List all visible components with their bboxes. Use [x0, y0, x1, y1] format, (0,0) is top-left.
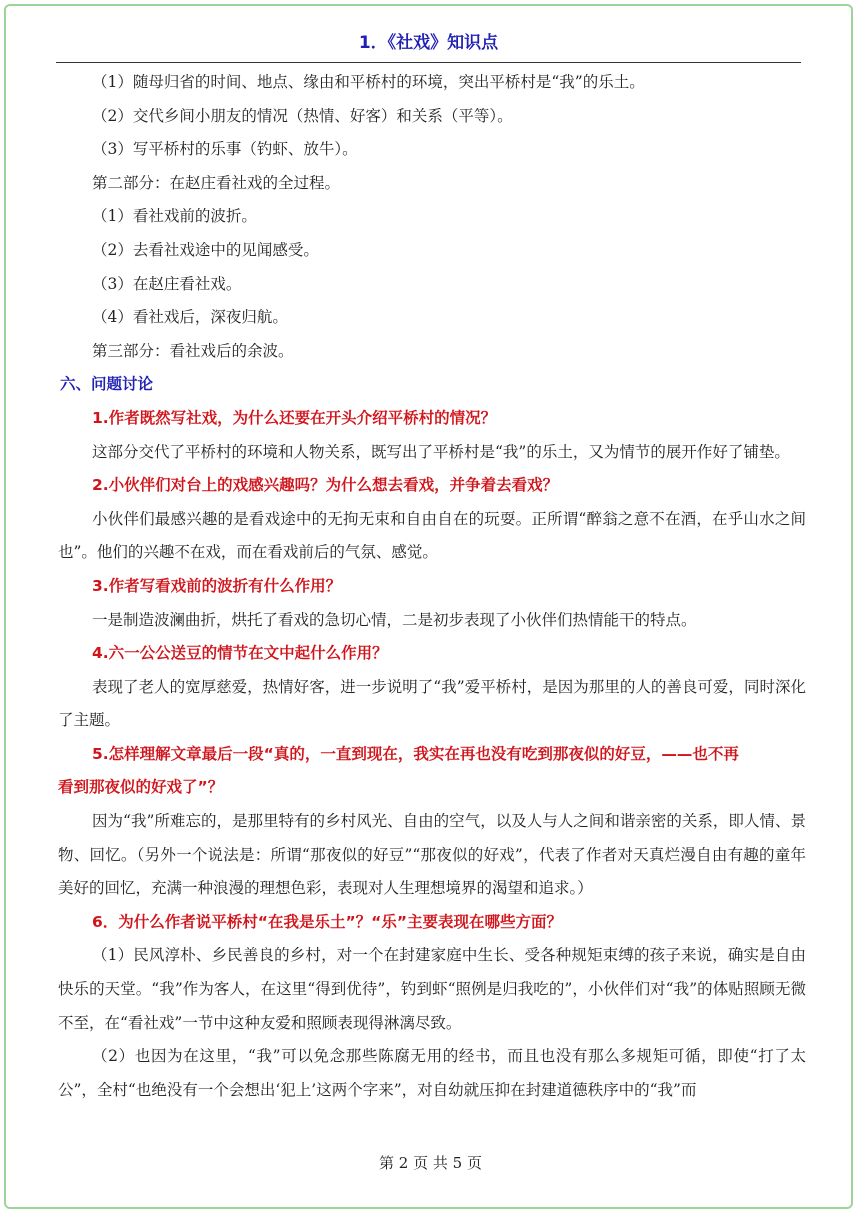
outline-item: （1）随母归省的时间、地点、缘由和平桥村的环境，突出平桥村是“我”的乐土。 [92, 73, 645, 91]
answer-4: 表现了老人的宽厚慈爱，热情好客，进一步说明了“我”爱平桥村，是因为那里的人的善良可爱，同时深化了主题。 [58, 677, 806, 730]
page-title: 1．《社戏》知识点 [358, 33, 499, 53]
section-heading: 六、问题讨论 [60, 375, 154, 394]
outline-item: （3）在赵庄看社戏。 [92, 274, 242, 293]
answer-1: 这部分交代了平桥村的环境和人物关系，既写出了平桥村是“我”的乐土，又为情节的展开作好了铺垫。 [92, 442, 790, 461]
answer-6-part-1: （1）民风淳朴、乡民善良的乡村，对一个在封建家庭中生长、受各种规矩束缚的孩子来说，确实是自由快乐的天堂。“我”作为客人，在这里“得到优待”，钓到虾“照例是归我吃的”，小伙伴们对“我”的体贴照顾无微不至，在“看社戏”一节中这种友爱和照顾表现得淋漓尽致。 [58, 946, 806, 1032]
question-3: 3.作者写看戏前的波折有什么作用？ [92, 576, 342, 595]
page-footer: 第 2 页 共 5 页 [379, 1154, 482, 1172]
page-header [56, 28, 801, 63]
outline-item: （2）交代乡间小朋友的情况（热情、好客）和关系（平等）。 [92, 106, 513, 125]
question-6: 6．为什么作者说平桥村“在我是乐土”？“乐”主要表现在哪些方面？ [92, 912, 563, 931]
outline-item: （3）写平桥村的乐事（钓虾、放牛）。 [92, 140, 358, 159]
question-5-line-1: 5.怎样理解文章最后一段“真的，一直到现在，我实在再也没有吃到那夜似的好豆，——也不再 [92, 744, 739, 763]
outline-part: 第三部分：看社戏后的余波。 [92, 341, 294, 360]
question-5-line-2: 看到那夜似的好戏了”？ [58, 778, 224, 797]
question-2: 2.小伙伴们对台上的戏感兴趣吗？为什么想去看戏，并争着去看戏？ [92, 476, 559, 495]
outline-item: （4）看社戏后，深夜归航。 [92, 308, 288, 327]
answer-6-part-2: （2）也因为在这里，“我”可以免念那些陈腐无用的经书，而且也没有那么多规矩可循，即使“打了太公”，全村“也绝没有一个会想出‘犯上’这两个字来”，对自幼就压抑在封建道德秩序中的“我”而 [58, 1047, 806, 1099]
question-1: 1.作者既然写社戏，为什么还要在开头介绍平桥村的情况？ [92, 408, 497, 427]
answer-3: 一是制造波澜曲折，烘托了看戏的急切心情，二是初步表现了小伙伴们热情能干的特点。 [92, 610, 697, 629]
outline-item: （2）去看社戏途中的见闻感受。 [92, 240, 319, 259]
answer-5: 因为“我”所难忘的，是那里特有的乡村风光、自由的空气，以及人与人之间和谐亲密的关系，即人情、景物、回忆。（另外一个说法是：所谓“那夜似的好豆”“那夜似的好戏”，代表了作者对天真烂漫自由有趣的童年美好的回忆，充满一种浪漫的理想色彩，表现对人生理想境界的渴望和追求。） [58, 812, 806, 898]
outline-part: 第二部分：在赵庄看社戏的全过程。 [92, 173, 341, 192]
answer-2: 小伙伴们最感兴趣的是看戏途中的无拘无束和自由自在的玩耍。正所谓“醉翁之意不在酒，在乎山水之间也”。他们的兴趣不在戏，而在看戏前后的气氛、感觉。 [58, 509, 806, 562]
outline-item: （1）看社戏前的波折。 [92, 207, 257, 226]
document-body [58, 66, 806, 1107]
question-4: 4.六一公公送豆的情节在文中起什么作用？ [92, 644, 388, 663]
